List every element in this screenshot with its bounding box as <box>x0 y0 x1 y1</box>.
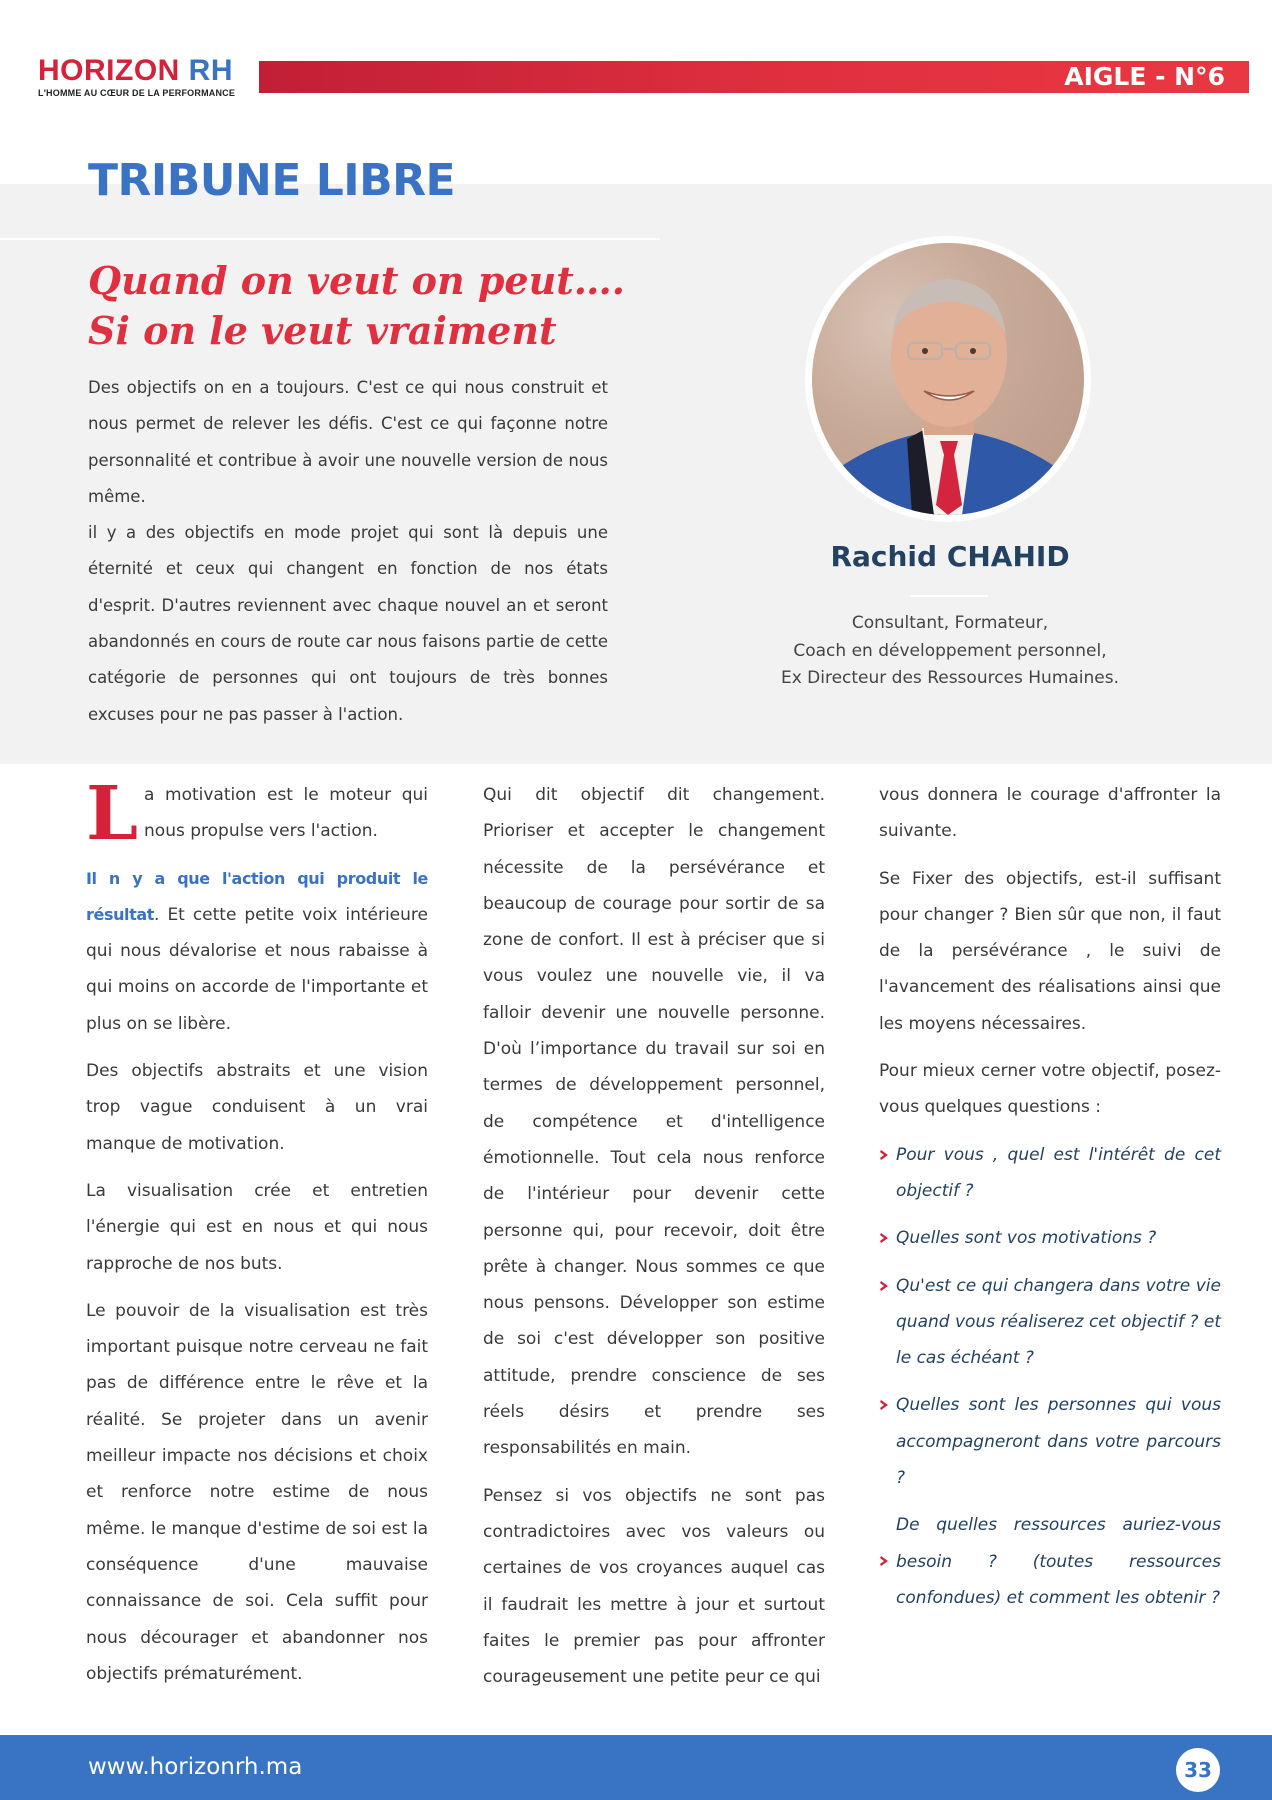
author-role-line: Ex Directeur des Ressources Humaines. <box>780 668 1120 688</box>
article-paragraph: La visualisation crée et entretien l'énergie qui est en nous et qui nous rapproche de nos buts. <box>86 1180 428 1274</box>
author-name: Rachid CHAHID <box>830 540 1070 573</box>
question-text: Quelles sont les personnes qui vous accompagneront dans votre parcours ? <box>896 1395 1221 1489</box>
headline-line-2: Si on le veut vraiment <box>88 308 557 353</box>
article-paragraph: vous donnera le courage d'affronter la suivante. <box>879 785 1221 842</box>
punctuation: . <box>154 904 160 925</box>
article-column-3 <box>879 777 1221 1627</box>
question-text: Pour vous , quel est l'intérêt de cet objectif ? <box>896 1144 1221 1201</box>
intro-paragraph: Des objectifs on en a toujours. C'est ce qui nous construit et nous permet de relever les défis. C'est ce qui façonne notre personnalité et contribue à avoir une nouvelle version de nous même. <box>88 378 608 506</box>
chevron-right-icon <box>879 1232 890 1244</box>
paragraph-text: Et cette petite voix intérieure qui nous dévalorise et nous rabaisse à qui moins on accorde de l'importante et plus on se libère. <box>86 904 428 1034</box>
logo-tagline: L'HOMME AU CŒUR DE LA PERFORMANCE <box>38 88 236 98</box>
logo-text-horizon: HORIZON <box>38 54 180 87</box>
page-footer <box>0 1735 1272 1800</box>
website-link[interactable]: www.horizonrh.ma <box>88 1754 303 1780</box>
question-item <box>879 1507 1221 1616</box>
author-divider <box>910 595 988 597</box>
chevron-right-icon <box>879 1280 890 1292</box>
chevron-right-icon <box>879 1555 890 1567</box>
author-role-line: Coach en développement personnel, <box>793 640 1107 661</box>
author-role-line: Consultant, Formateur, <box>851 613 1049 633</box>
question-item <box>879 1387 1221 1496</box>
article-column-2 <box>483 777 825 1706</box>
article-headline <box>88 256 648 356</box>
article-column-1 <box>86 771 428 1703</box>
intro-paragraph: il y a des objectifs en mode projet qui sont là depuis une éternité et ceux qui changent en fonction de nos états d'esprit. D'autres reviennent avec chaque nouvel an et seront abandonnés en cours de route car nous faisons partie de cette catégorie de personnes qui ont toujours de très bonnes excuses pour ne pas passer à l'action. <box>88 523 608 724</box>
article-intro <box>88 370 608 733</box>
section-title: TRIBUNE LIBRE <box>88 155 456 206</box>
article-paragraph: Qui dit objectif dit changement. Prioriser et accepter le changement nécessite de la persévérance et beaucoup de courage pour sortir de sa zone de confort. Il est à préciser que si vous voulez une nouvelle vie, il va falloir devenir une nouvelle personne. D'où l’importance du travail sur soi en termes de développement personnel, de compétence et d'intelligence émotionnelle. Tout cela nous renforce de l'intérieur pour devenir cette personne qui, pour recevoir, doit être prête à changer. Nous sommes ce que nous pensons. Développer son estime de soi c'est développer son positive attitude, prendre conscience de ses réels désirs et prendre ses responsabilités en main. <box>483 785 825 1459</box>
title-divider <box>0 238 660 240</box>
horizon-rh-logo <box>38 56 235 98</box>
drop-cap: L <box>86 771 139 857</box>
article-paragraph: Le pouvoir de la visualisation est très important puisque notre cerveau ne fait pas de différence entre le rêve et la réalité. Se projeter dans un avenir meilleur impacte nos décisions et choix et renforce notre estime de nous même. le manque d'estime de soi est la conséquence d'une mauvaise connaissance de soi. Cela suffit pour nous décourager et abandonner nos objectifs prématurément. <box>86 1300 428 1684</box>
issue-label: AIGLE - N°6 <box>1064 62 1225 91</box>
issue-banner <box>259 61 1249 93</box>
article-paragraph: Pensez si vos objectifs ne sont pas contradictoires avec vos valeurs ou certaines de vos croyances auquel cas il faudrait les mettre à jour et surtout faites le premier pas pour affronter courageusement une petite peur ce qui <box>483 1485 825 1688</box>
article-paragraph: Se Fixer des objectifs, est-il suffisant pour changer ? Bien sûr que non, il faut de la persévérance , le suivi de l'avancement des réalisations ainsi que les moyens nécessaires. <box>879 868 1221 1034</box>
headline-line-1: Quand on veut on peut…. <box>88 258 626 303</box>
chevron-right-icon <box>879 1149 890 1161</box>
author-role <box>740 610 1160 693</box>
portrait-illustration <box>812 243 1084 515</box>
questions-list <box>879 1137 1221 1617</box>
article-paragraph <box>86 771 428 857</box>
question-item <box>879 1220 1221 1256</box>
question-item <box>879 1268 1221 1377</box>
question-text: Qu'est ce qui changera dans votre vie quand vous réaliserez cet objectif ? et le cas échéant ? <box>896 1275 1221 1369</box>
article-paragraph: Pour mieux cerner votre objectif, posez-vous quelques questions : <box>879 1061 1221 1118</box>
author-photo <box>805 236 1091 522</box>
logo-text-rh: RH <box>188 54 234 87</box>
question-text: De quelles ressources auriez-vous besoin ? (toutes ressources confondues) et comment les obtenir ? <box>896 1515 1221 1608</box>
page-number-badge: 33 <box>1176 1748 1220 1792</box>
chevron-right-icon <box>879 1399 890 1411</box>
article-paragraph <box>86 861 428 1042</box>
question-text: Quelles sont vos motivations ? <box>896 1228 1157 1249</box>
paragraph-text: a motivation est le moteur qui nous propulse vers l'action. <box>144 785 428 842</box>
author-portrait-image <box>812 243 1084 515</box>
highlighted-statement: Il n y a que l'action qui produit le résultat <box>86 868 428 924</box>
question-item <box>879 1137 1221 1210</box>
article-paragraph: Des objectifs abstraits et une vision trop vague conduisent à un vrai manque de motivation. <box>86 1061 428 1154</box>
